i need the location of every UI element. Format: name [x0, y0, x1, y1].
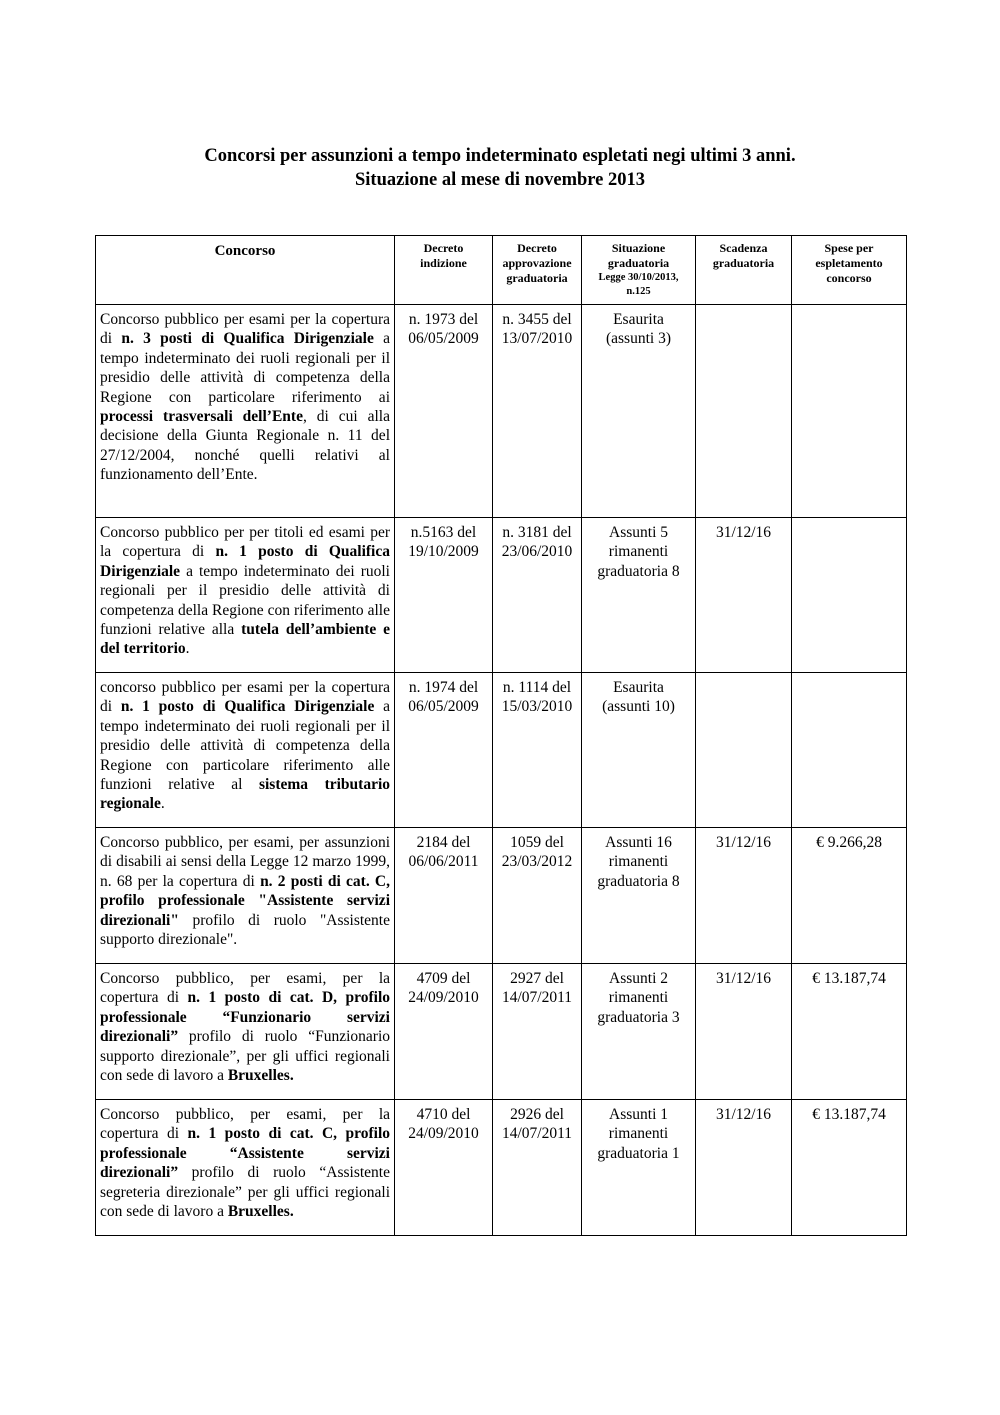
concorso-description — [96, 828, 395, 964]
situazione-cell-line: rimanenti — [608, 1125, 669, 1143]
decreto-indizione-cell-line: 4710 del — [416, 1106, 471, 1123]
header-spese — [792, 236, 907, 305]
header-decreto-approvazione-line2: approvazione — [502, 256, 572, 270]
situazione-cell-line: Esaurita — [613, 311, 664, 328]
concorsi-table — [95, 235, 907, 1236]
description-bold-segment: processi trasversali dell’Ente — [100, 408, 303, 426]
decreto-approvazione-cell-line: 2926 del — [510, 1106, 564, 1123]
situazione-cell — [582, 673, 696, 828]
decreto-indizione-cell — [395, 1100, 493, 1236]
decreto-approvazione-cell-line: n. 3455 del — [502, 311, 572, 328]
description-segment: profilo di ruolo “Assistente segreteria direzionale” per gli uffici regionali con sede di lavoro a — [100, 1164, 390, 1221]
situazione-cell — [582, 828, 696, 964]
decreto-approvazione-cell-line: 15/03/2010 — [501, 698, 573, 716]
situazione-cell-line: graduatoria 8 — [597, 562, 680, 580]
decreto-indizione-cell — [395, 828, 493, 964]
table-row — [96, 828, 907, 964]
scadenza-cell — [696, 828, 792, 964]
decreto-approvazione-cell — [493, 518, 582, 673]
header-spese-line2: espletamento — [815, 256, 883, 270]
spese-cell-value: € 13.187,74 — [812, 1106, 886, 1123]
description-segment: profilo di ruolo “Funzionario supporto direzionale”, per gli uffici regionali con sede di lavoro a — [100, 1028, 390, 1085]
scadenza-cell-value: 31/12/16 — [715, 834, 772, 851]
header-spese-line3: concorso — [826, 271, 872, 285]
decreto-indizione-cell-line: 24/09/2010 — [408, 1125, 479, 1143]
spese-cell — [792, 964, 907, 1100]
decreto-approvazione-cell-line: 1059 del — [510, 834, 564, 851]
description-segment: a tempo indeterminato dei ruoli regionali per il presidio delle attività di competenza della Regione con riferimento alle funzioni relative alla — [100, 562, 390, 639]
situazione-cell — [582, 518, 696, 673]
description-bold-segment: n. 2 posti di cat. C, profilo professionale "Assistente servizi direzionali" — [100, 872, 390, 929]
concorso-description — [96, 1100, 395, 1236]
situazione-cell — [582, 964, 696, 1100]
scadenza-cell-value: 31/12/16 — [715, 524, 772, 541]
header-situazione-line1: Situazione — [611, 241, 666, 255]
concorso-description — [96, 673, 395, 828]
header-situazione-line4: n.125 — [626, 286, 651, 297]
description-bold-segment: sistema tributario regionale — [100, 776, 391, 813]
decreto-approvazione-cell-line: 23/06/2010 — [501, 543, 573, 561]
concorso-description — [96, 305, 395, 518]
table-row — [96, 1100, 907, 1236]
decreto-indizione-cell-line: 4709 del — [416, 970, 471, 987]
description-segment: a tempo indeterminato dei ruoli regionali per il presidio delle attività di competenza della Regione con particolare riferimento alle funzioni relative al — [100, 698, 390, 794]
description-segment: Concorso pubblico per esami per la copertura di — [100, 311, 390, 348]
concorso-description — [96, 964, 395, 1100]
description-segment: , di cui alla decisione della Giunta Regionale n. 11 del 27/12/2004, nonché quelli relativi al funzionamento dell’Ente. — [100, 408, 390, 484]
decreto-approvazione-cell — [493, 1100, 582, 1236]
situazione-cell-line: Assunti 5 — [609, 524, 668, 541]
decreto-approvazione-cell-line: 13/07/2010 — [501, 330, 573, 348]
spese-cell — [792, 305, 907, 518]
decreto-approvazione-cell-line: 23/03/2012 — [501, 853, 573, 871]
spese-cell-value: € 9.266,28 — [816, 834, 882, 851]
header-scadenza — [696, 236, 792, 305]
scadenza-cell — [696, 305, 792, 518]
decreto-indizione-cell-line: 06/05/2009 — [408, 698, 479, 716]
decreto-approvazione-cell-line: 2927 del — [510, 970, 564, 987]
decreto-approvazione-cell — [493, 964, 582, 1100]
description-segment: Concorso pubblico, per esami, per assunzioni di disabili ai sensi della Legge 12 marzo 1999, n. 68 per la copertura di — [100, 834, 390, 890]
concorso-description — [96, 518, 395, 673]
situazione-cell-line: Assunti 1 — [609, 1106, 668, 1123]
situazione-cell — [582, 305, 696, 518]
situazione-cell-line: graduatoria 3 — [597, 1008, 680, 1026]
situazione-cell-line: Esaurita — [613, 679, 664, 696]
title-line-1: Concorsi per assunzioni a tempo indeterminato espletati negi ultimi 3 anni. — [204, 146, 796, 166]
title-line-2: Situazione al mese di novembre 2013 — [355, 170, 645, 190]
spese-cell — [792, 1100, 907, 1236]
table-row — [96, 673, 907, 828]
scadenza-cell — [696, 518, 792, 673]
decreto-approvazione-cell-line: n. 3181 del — [502, 524, 572, 541]
scadenza-cell-value: 31/12/16 — [715, 1106, 772, 1123]
decreto-indizione-cell-line: 24/09/2010 — [408, 989, 479, 1007]
decreto-indizione-cell-line: 19/10/2009 — [408, 543, 479, 561]
scadenza-cell-value: 31/12/16 — [715, 970, 772, 987]
description-segment: profilo di ruolo "Assistente supporto direzionale". — [100, 911, 390, 949]
description-bold-segment: n. 1 posto di cat. C, profilo professionale “Assistente servizi direzionali” — [100, 1125, 391, 1182]
decreto-indizione-cell — [395, 518, 493, 673]
description-bold-segment: Bruxelles. — [227, 1067, 294, 1085]
header-spese-line1: Spese per — [824, 241, 874, 255]
decreto-indizione-cell-line: 06/06/2011 — [408, 853, 479, 871]
header-decreto-approvazione-line1: Decreto — [517, 241, 557, 255]
situazione-cell-line: rimanenti — [608, 853, 669, 871]
description-segment: concorso pubblico per esami per la copertura di — [100, 679, 390, 716]
description-segment: Concorso pubblico, per esami, per la copertura di — [100, 970, 390, 1007]
decreto-approvazione-cell — [493, 828, 582, 964]
header-scadenza-line1: Scadenza — [719, 241, 768, 255]
table-row — [96, 964, 907, 1100]
decreto-indizione-cell-line: n. 1974 del — [408, 679, 479, 696]
table-body — [96, 305, 907, 1236]
header-situazione — [582, 236, 696, 305]
description-bold-segment: tutela dell’ambiente e del territorio — [100, 621, 390, 658]
decreto-approvazione-cell — [493, 673, 582, 828]
decreto-approvazione-cell-line: 14/07/2011 — [501, 1125, 573, 1143]
header-situazione-line2: graduatoria — [607, 256, 670, 270]
decreto-indizione-cell — [395, 305, 493, 518]
decreto-indizione-cell-line: n. 1973 del — [408, 311, 479, 328]
spese-cell — [792, 828, 907, 964]
header-situazione-line3: Legge 30/10/2013, — [598, 272, 679, 283]
header-decreto-approvazione — [493, 236, 582, 305]
description-segment: . — [185, 640, 190, 658]
header-decreto-approvazione-line3: graduatoria — [506, 271, 568, 285]
situazione-cell — [582, 1100, 696, 1236]
decreto-indizione-cell-line: 2184 del — [416, 834, 471, 851]
situazione-cell-line: Assunti 2 — [609, 970, 668, 987]
description-bold-segment: n. 1 posto di Qualifica Dirigenziale — [120, 698, 375, 716]
situazione-cell-line: graduatoria 1 — [597, 1144, 680, 1162]
table-row — [96, 305, 907, 518]
scadenza-cell — [696, 673, 792, 828]
situazione-cell-line: (assunti 10) — [602, 698, 675, 716]
decreto-indizione-cell — [395, 673, 493, 828]
table-row — [96, 518, 907, 673]
situazione-cell-line: Assunti 16 — [605, 834, 672, 851]
table-header-row — [96, 236, 907, 305]
description-bold-segment: Bruxelles. — [227, 1203, 294, 1221]
decreto-approvazione-cell-line: 14/07/2011 — [501, 989, 573, 1007]
description-bold-segment: n. 3 posti di Qualifica Dirigenziale — [121, 330, 374, 348]
scadenza-cell — [696, 964, 792, 1100]
header-decreto-indizione — [395, 236, 493, 305]
decreto-indizione-cell-line: n.5163 del — [410, 524, 477, 541]
situazione-cell-line: (assunti 3) — [605, 330, 671, 348]
document-title — [0, 144, 1000, 192]
situazione-cell-line: graduatoria 8 — [597, 872, 680, 890]
header-decreto-indizione-line2: indizione — [420, 256, 467, 270]
description-segment: Concorso pubblico per per titoli ed esami per la copertura di — [100, 524, 390, 561]
spese-cell — [792, 518, 907, 673]
scadenza-cell — [696, 1100, 792, 1236]
header-scadenza-line2: graduatoria — [712, 256, 775, 270]
spese-cell — [792, 673, 907, 828]
description-bold-segment: n. 1 posto di cat. D, profilo professionale “Funzionario servizi direzionali” — [100, 989, 391, 1046]
spese-cell-value: € 13.187,74 — [812, 970, 886, 987]
decreto-approvazione-cell-line: n. 1114 del — [502, 679, 572, 696]
decreto-indizione-cell-line: 06/05/2009 — [408, 330, 479, 348]
situazione-cell-line: rimanenti — [608, 989, 669, 1007]
situazione-cell-line: rimanenti — [608, 543, 669, 561]
decreto-indizione-cell — [395, 964, 493, 1100]
description-segment: . — [160, 795, 165, 813]
description-segment: a tempo indeterminato dei ruoli regionali per il presidio delle attività di competenza della Regione con particolare riferimento ai — [100, 330, 390, 406]
description-bold-segment: n. 1 posto di Qualifica Dirigenziale — [100, 543, 390, 580]
decreto-approvazione-cell — [493, 305, 582, 518]
description-segment: Concorso pubblico, per esami, per la copertura di — [100, 1106, 390, 1143]
header-concorso: Concorso — [96, 236, 395, 305]
header-decreto-indizione-line1: Decreto — [423, 241, 464, 255]
